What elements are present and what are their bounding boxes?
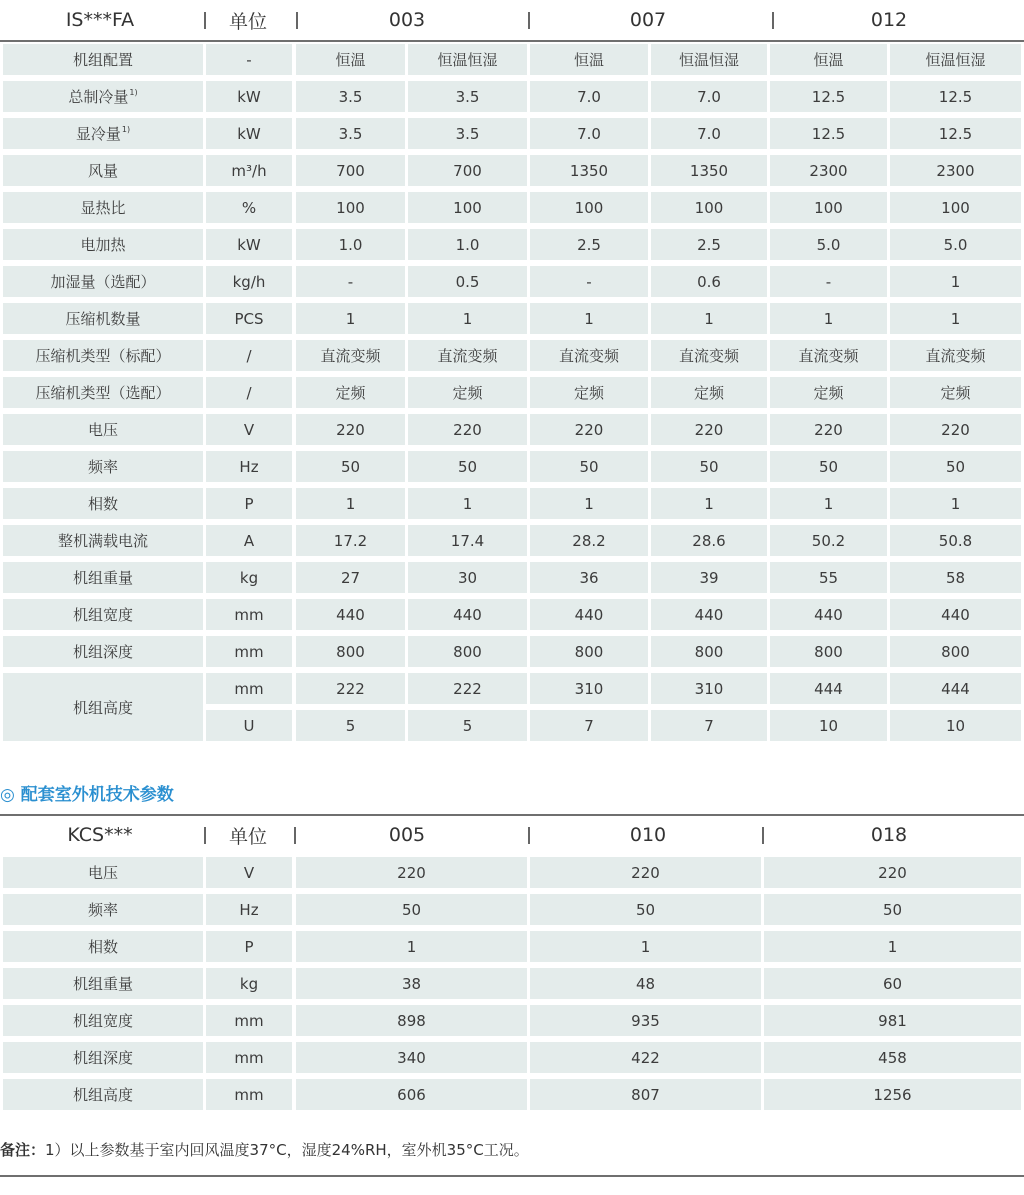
row-label: [3, 81, 203, 112]
footnote: [0, 1139, 529, 1160]
row-value: 7: [530, 710, 648, 741]
table-row: [0, 303, 1024, 334]
row-label: [3, 414, 203, 445]
row-value: 50: [296, 451, 405, 482]
row-label-text: 压缩机数量: [65, 310, 141, 328]
row-label: [3, 599, 203, 630]
row-value: 50: [770, 451, 887, 482]
row-value: 100: [530, 192, 648, 223]
row-label: 机组深度: [3, 1042, 203, 1073]
row-value: 1: [530, 303, 648, 334]
table2-header-cell: 010: [629, 824, 667, 846]
row-value: 220: [296, 857, 527, 888]
header-separator: [772, 12, 774, 29]
row-value: 100: [296, 192, 405, 223]
row-value: 3.5: [408, 118, 527, 149]
row-unit: V: [206, 857, 292, 888]
row-value: 807: [530, 1079, 761, 1110]
table-row: [0, 968, 1024, 999]
row-value: 12.5: [770, 81, 887, 112]
row-value: 10: [890, 710, 1021, 741]
row-value: 1.0: [296, 229, 405, 260]
row-value: 恒温: [770, 44, 887, 75]
header-separator: [528, 827, 530, 844]
table-row: [0, 1042, 1024, 1073]
table1-header-cell: 003: [388, 9, 426, 31]
row-value: -: [770, 266, 887, 297]
row-value: 606: [296, 1079, 527, 1110]
row-value: 直流变频: [296, 340, 405, 371]
row-value: 1350: [651, 155, 767, 186]
row-value: 440: [296, 599, 405, 630]
table-row: [0, 1079, 1024, 1110]
row-unit: mm: [206, 1005, 292, 1036]
table-row: [0, 414, 1024, 445]
table-row: [0, 857, 1024, 888]
row-value: 2300: [770, 155, 887, 186]
row-value: 220: [770, 414, 887, 445]
row-value: 220: [530, 857, 761, 888]
table2-header-cell: 005: [388, 824, 426, 846]
table-row: [0, 451, 1024, 482]
row-unit: PCS: [206, 303, 292, 334]
table2-header-cell: 单位: [228, 825, 267, 848]
row-value: 7: [651, 710, 767, 741]
row-label: 机组高度: [3, 1079, 203, 1110]
row-value: 981: [764, 1005, 1021, 1036]
row-value: 935: [530, 1005, 761, 1036]
row-label: [3, 636, 203, 667]
row-unit: mm: [206, 599, 292, 630]
row-value: 直流变频: [890, 340, 1021, 371]
table-row: [0, 377, 1024, 408]
row-value: 1: [296, 931, 527, 962]
table-row: [0, 44, 1024, 75]
row-unit: mm: [206, 673, 292, 704]
row-value: 1350: [530, 155, 648, 186]
table-row: [0, 599, 1024, 630]
row-label-text: 风量: [87, 162, 118, 180]
row-value: 30: [408, 562, 527, 593]
row-value: 恒温恒湿: [651, 44, 767, 75]
row-value: 5.0: [770, 229, 887, 260]
row-value: 220: [296, 414, 405, 445]
table-row: [0, 488, 1024, 519]
row-unit: mm: [206, 1042, 292, 1073]
row-value: 458: [764, 1042, 1021, 1073]
row-value: 100: [770, 192, 887, 223]
table-row: [0, 229, 1024, 260]
header-separator: [204, 827, 206, 844]
row-unit: m³/h: [206, 155, 292, 186]
table1-header-cell: 012: [870, 9, 908, 31]
row-value: 1: [890, 488, 1021, 519]
row-label: [3, 155, 203, 186]
row-value: 60: [764, 968, 1021, 999]
row-unit: mm: [206, 1079, 292, 1110]
table-row: [0, 1005, 1024, 1036]
row-value: 12.5: [890, 81, 1021, 112]
row-value: 3.5: [296, 118, 405, 149]
row-value: 1: [651, 303, 767, 334]
row-label-merged: 机组高度: [3, 673, 203, 741]
row-value: 28.6: [651, 525, 767, 556]
row-value: 800: [651, 636, 767, 667]
row-value: 36: [530, 562, 648, 593]
row-value: 1.0: [408, 229, 527, 260]
row-value: 440: [408, 599, 527, 630]
row-value: 50: [530, 451, 648, 482]
row-value: 38: [296, 968, 527, 999]
row-label: 机组重量: [3, 968, 203, 999]
row-value: 定频: [296, 377, 405, 408]
row-value: 27: [296, 562, 405, 593]
row-value: 422: [530, 1042, 761, 1073]
row-label-text: 整机满载电流: [57, 532, 148, 550]
row-unit: P: [206, 488, 292, 519]
row-value: 定频: [530, 377, 648, 408]
row-value: 7.0: [651, 118, 767, 149]
row-value: 1: [408, 488, 527, 519]
row-label-text: 电加热: [80, 236, 126, 254]
row-value: 800: [770, 636, 887, 667]
row-label-text: 显热比: [80, 199, 126, 217]
row-value: 55: [770, 562, 887, 593]
row-value: 220: [530, 414, 648, 445]
row-value: 7.0: [651, 81, 767, 112]
row-value: 50: [408, 451, 527, 482]
row-value: 50.8: [890, 525, 1021, 556]
footnote-text: 1）以上参数基于室内回风温度37°C，湿度24%RH，室外机35°C工况。: [45, 1141, 529, 1159]
row-value: 50: [764, 894, 1021, 925]
row-label-text: 压缩机类型（标配）: [35, 347, 171, 365]
row-value: 1: [890, 303, 1021, 334]
row-value: 800: [530, 636, 648, 667]
table2-header: [0, 818, 1024, 852]
row-value: 220: [408, 414, 527, 445]
row-label: [3, 562, 203, 593]
row-value: 12.5: [890, 118, 1021, 149]
row-unit: kW: [206, 81, 292, 112]
row-value: 3.5: [408, 81, 527, 112]
row-value: 440: [530, 599, 648, 630]
row-value: 1: [770, 488, 887, 519]
row-value: 700: [408, 155, 527, 186]
row-value: 1: [764, 931, 1021, 962]
row-value: 440: [651, 599, 767, 630]
header-separator: [296, 12, 298, 29]
row-unit: A: [206, 525, 292, 556]
row-value: 700: [296, 155, 405, 186]
row-value: 3.5: [296, 81, 405, 112]
row-value: 17.2: [296, 525, 405, 556]
row-value: 10: [770, 710, 887, 741]
row-unit: %: [206, 192, 292, 223]
row-label-text: 压缩机类型（选配）: [35, 384, 171, 402]
row-value: 5: [296, 710, 405, 741]
table-row: [0, 118, 1024, 149]
row-value: 恒温: [530, 44, 648, 75]
row-value: 1256: [764, 1079, 1021, 1110]
row-label-text: 机组重量: [72, 569, 133, 587]
row-value: 12.5: [770, 118, 887, 149]
row-label-text: 频率: [87, 458, 118, 476]
row-value: 800: [890, 636, 1021, 667]
table-row: [0, 340, 1024, 371]
row-value: 222: [408, 673, 527, 704]
table-row: [0, 155, 1024, 186]
row-unit: V: [206, 414, 292, 445]
table1-header-cell: IS***FA: [65, 9, 135, 31]
header-separator: [204, 12, 206, 29]
footnote-marker: 1): [129, 88, 138, 97]
table2-header-cell: 018: [870, 824, 908, 846]
row-value: 220: [651, 414, 767, 445]
row-unit: /: [206, 340, 292, 371]
table-row: [0, 192, 1024, 223]
row-unit: kg/h: [206, 266, 292, 297]
row-label: [3, 44, 203, 75]
bottom-rule: [0, 1175, 1024, 1177]
row-value: -: [296, 266, 405, 297]
row-value: 1: [296, 488, 405, 519]
row-value: 222: [296, 673, 405, 704]
row-unit: Hz: [206, 894, 292, 925]
row-label-text: 总制冷量: [68, 88, 129, 106]
row-value: 220: [890, 414, 1021, 445]
row-label-text: 电压: [87, 421, 118, 439]
row-label: 相数: [3, 931, 203, 962]
row-value: 7.0: [530, 81, 648, 112]
row-label-text: 机组宽度: [72, 606, 133, 624]
row-label-text: 相数: [87, 495, 118, 513]
row-unit: -: [206, 44, 292, 75]
row-unit: /: [206, 377, 292, 408]
table2-header-cell: KCS***: [67, 824, 133, 846]
row-value: 恒温恒湿: [408, 44, 527, 75]
row-value: 440: [770, 599, 887, 630]
table-row: [0, 562, 1024, 593]
header-separator: [294, 827, 296, 844]
row-unit: kW: [206, 118, 292, 149]
table-row: [0, 266, 1024, 297]
table-row: [0, 525, 1024, 556]
table-row: [0, 636, 1024, 667]
row-value: 定频: [890, 377, 1021, 408]
row-value: 恒温: [296, 44, 405, 75]
row-unit: P: [206, 931, 292, 962]
row-unit: kg: [206, 968, 292, 999]
row-value: 1: [530, 931, 761, 962]
row-value: 1: [890, 266, 1021, 297]
row-label: [3, 303, 203, 334]
row-label: [3, 451, 203, 482]
row-label: [3, 488, 203, 519]
table-row: [0, 931, 1024, 962]
header-separator: [762, 827, 764, 844]
row-value: 100: [651, 192, 767, 223]
table-row: [0, 81, 1024, 112]
row-value: 50: [530, 894, 761, 925]
row-label: 电压: [3, 857, 203, 888]
table-row: [0, 894, 1024, 925]
table-row: [0, 710, 1024, 741]
row-value: 220: [764, 857, 1021, 888]
row-value: 直流变频: [770, 340, 887, 371]
row-value: -: [530, 266, 648, 297]
row-value: 100: [408, 192, 527, 223]
row-value: 5.0: [890, 229, 1021, 260]
row-label: [3, 340, 203, 371]
row-value: 直流变频: [408, 340, 527, 371]
row-label: [3, 525, 203, 556]
row-value: 定频: [408, 377, 527, 408]
row-value: 2.5: [651, 229, 767, 260]
footnote-label: 备注：: [0, 1141, 46, 1159]
table1-header-cell: 单位: [228, 10, 267, 33]
row-value: 1: [770, 303, 887, 334]
outdoor-section-title: ◎ 配套室外机技术参数: [0, 785, 174, 805]
row-value: 0.5: [408, 266, 527, 297]
row-value: 7.0: [530, 118, 648, 149]
row-label: [3, 266, 203, 297]
row-unit: U: [206, 710, 292, 741]
row-value: 直流变频: [651, 340, 767, 371]
row-value: 50: [296, 894, 527, 925]
row-label-text: 机组配置: [72, 51, 133, 69]
row-value: 1: [651, 488, 767, 519]
row-label: [3, 377, 203, 408]
footnote-marker: 1): [121, 125, 131, 134]
row-value: 50: [890, 451, 1021, 482]
row-value: 340: [296, 1042, 527, 1073]
table1-header: [0, 3, 1024, 37]
row-label-text: 显冷量: [75, 125, 121, 143]
row-value: 17.4: [408, 525, 527, 556]
row-value: 800: [296, 636, 405, 667]
header-separator: [528, 12, 530, 29]
row-unit: mm: [206, 636, 292, 667]
table-row: [0, 673, 1024, 704]
row-label: [3, 229, 203, 260]
row-value: 310: [530, 673, 648, 704]
row-value: 定频: [770, 377, 887, 408]
row-value: 440: [890, 599, 1021, 630]
table1-top-rule: [0, 40, 1024, 42]
row-value: 310: [651, 673, 767, 704]
row-value: 1: [408, 303, 527, 334]
row-value: 2.5: [530, 229, 648, 260]
row-unit: Hz: [206, 451, 292, 482]
row-value: 58: [890, 562, 1021, 593]
row-label-text: 加湿量（选配）: [50, 273, 156, 291]
row-unit: kW: [206, 229, 292, 260]
row-unit: kg: [206, 562, 292, 593]
row-value: 800: [408, 636, 527, 667]
row-value: 定频: [651, 377, 767, 408]
row-label: 频率: [3, 894, 203, 925]
table1-header-cell: 007: [629, 9, 667, 31]
row-value: 444: [890, 673, 1021, 704]
row-label: [3, 192, 203, 223]
row-value: 50.2: [770, 525, 887, 556]
row-value: 2300: [890, 155, 1021, 186]
row-label: 机组宽度: [3, 1005, 203, 1036]
row-label: [3, 118, 203, 149]
row-value: 恒温恒湿: [890, 44, 1021, 75]
row-value: 39: [651, 562, 767, 593]
row-value: 1: [296, 303, 405, 334]
row-value: 1: [530, 488, 648, 519]
row-value: 48: [530, 968, 761, 999]
row-value: 50: [651, 451, 767, 482]
row-value: 0.6: [651, 266, 767, 297]
row-value: 28.2: [530, 525, 648, 556]
row-label-text: 机组深度: [72, 643, 133, 661]
row-value: 100: [890, 192, 1021, 223]
row-value: 444: [770, 673, 887, 704]
row-value: 5: [408, 710, 527, 741]
table2-top-rule: [0, 814, 1024, 816]
row-value: 直流变频: [530, 340, 648, 371]
row-value: 898: [296, 1005, 527, 1036]
